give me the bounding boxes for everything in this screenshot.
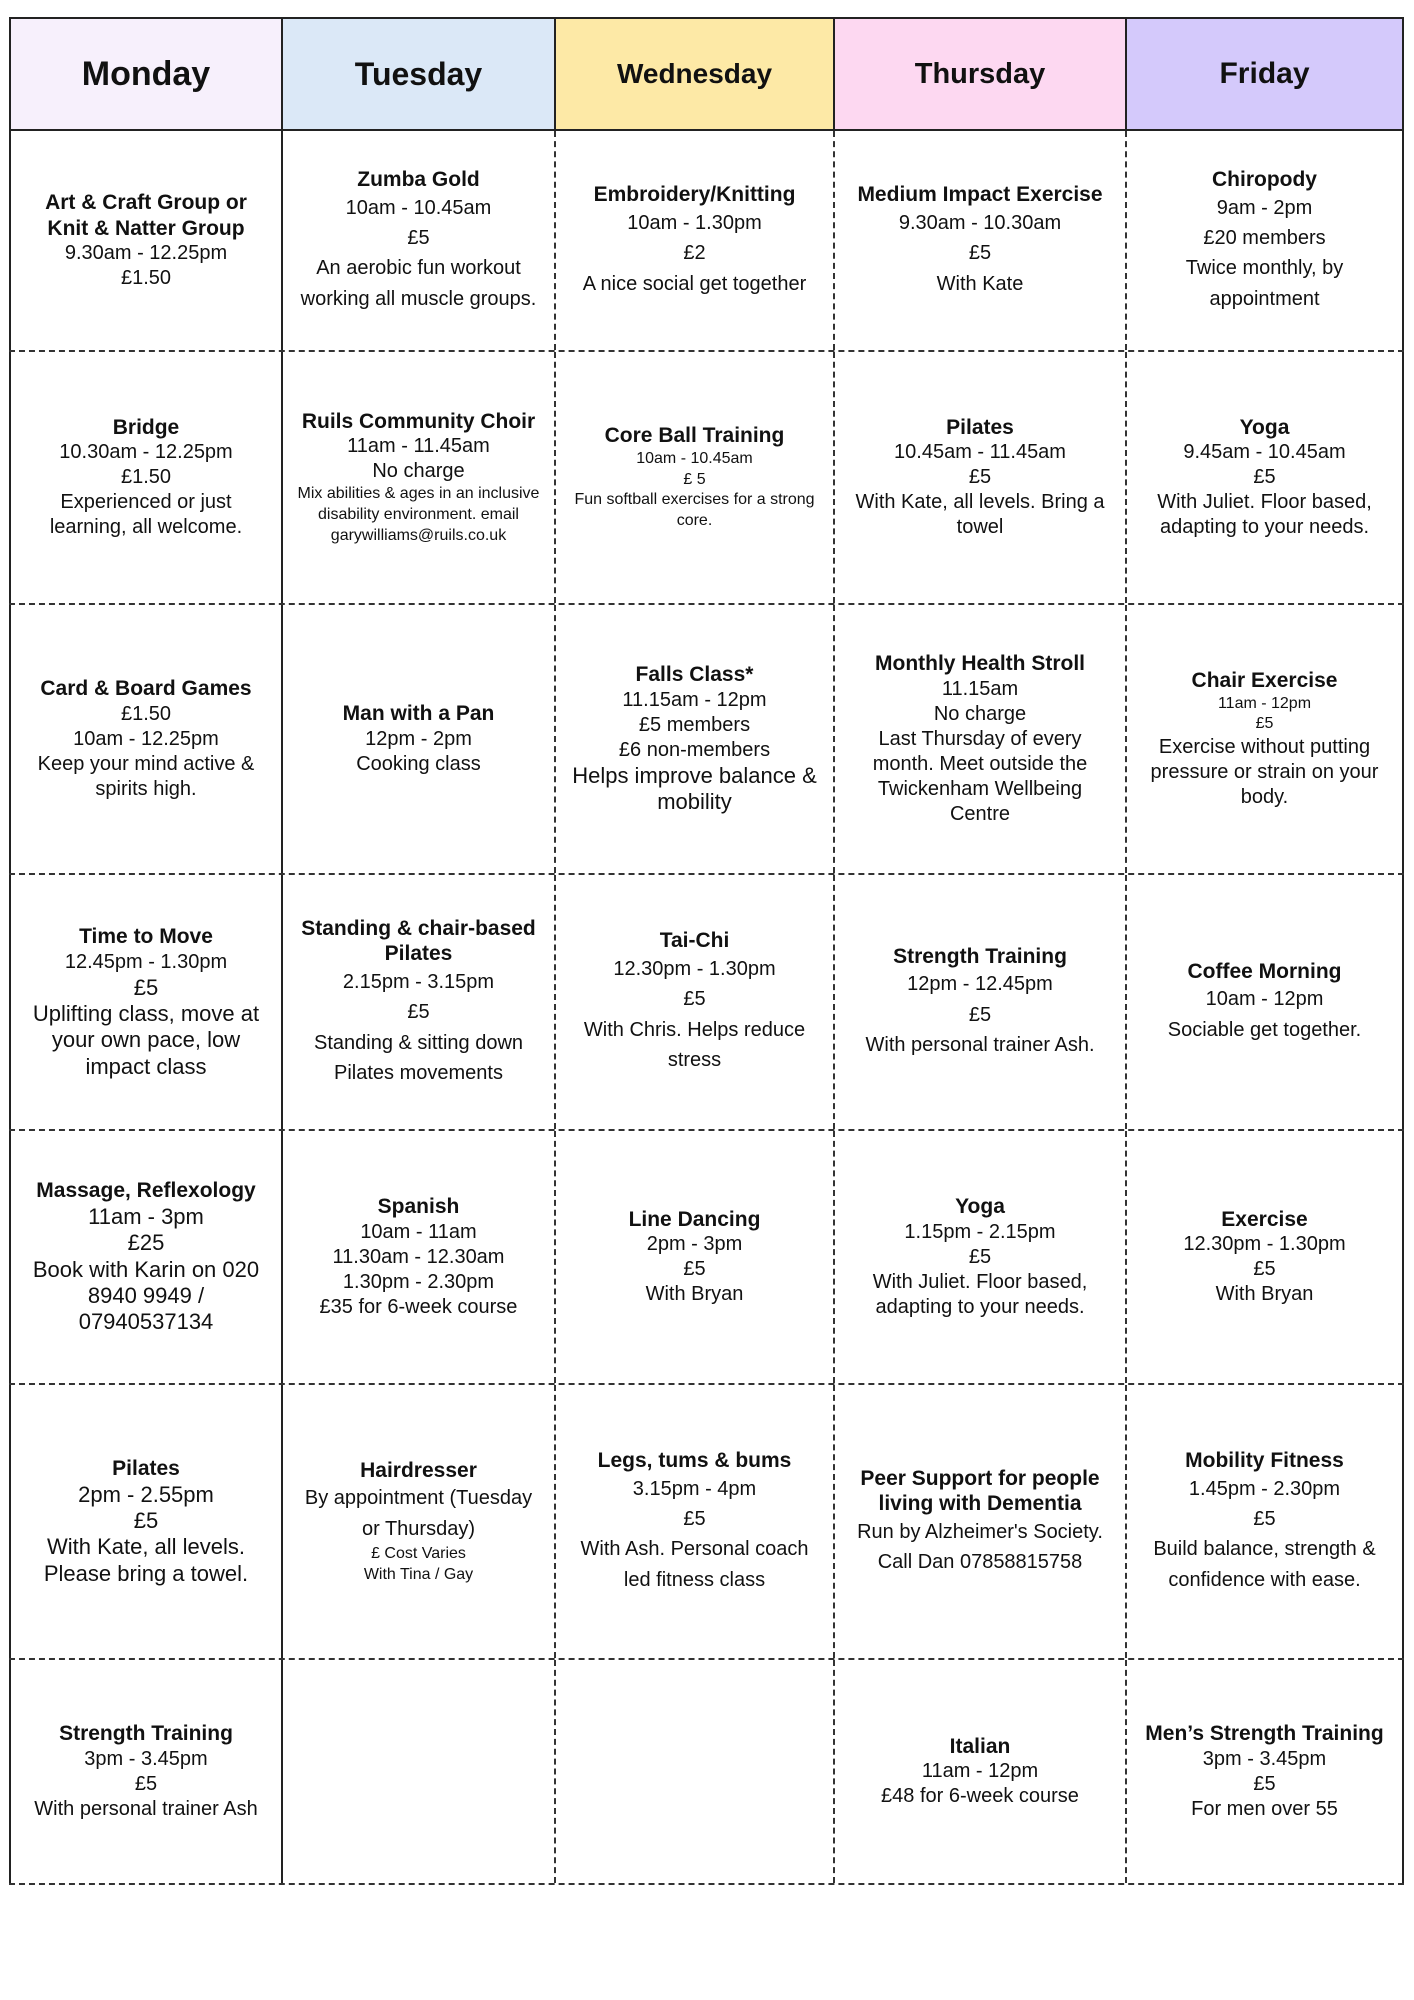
session-title: Italian: [949, 1734, 1011, 1758]
session-title: Exercise: [1221, 1207, 1308, 1231]
session-detail: 1.30pm - 2.30pm: [342, 1270, 495, 1293]
session-detail: With personal trainer Ash.: [865, 1034, 1095, 1056]
session-detail: £20 members: [1203, 226, 1326, 249]
session-detail: With Bryan: [645, 1283, 744, 1306]
session-title: Chair Exercise: [1191, 668, 1338, 692]
session-detail: 11.15am - 12pm: [622, 688, 767, 711]
wednesday-session-cell: [554, 1131, 833, 1383]
thursday-session-cell: [833, 352, 1125, 603]
session-detail: £1.50: [120, 702, 172, 725]
monday-session-cell: [9, 875, 281, 1129]
session-detail: £5: [683, 1507, 706, 1530]
session-title: Chiropody: [1212, 167, 1317, 191]
session-detail: No charge: [933, 702, 1027, 725]
monday-session-cell: [9, 1660, 281, 1883]
header-tuesday: Tuesday: [281, 19, 554, 129]
header-thursday: Thursday: [833, 19, 1125, 129]
session-detail: 11.15am: [941, 677, 1019, 700]
session-detail: £5 members: [638, 713, 751, 736]
tuesday-session-cell: [281, 352, 554, 603]
timetable-row: [9, 131, 1404, 352]
session-detail: 11am - 12pm: [921, 1760, 1039, 1783]
session-detail: £5: [133, 1507, 159, 1533]
session-detail: Helps improve balance & mobility: [572, 762, 817, 815]
friday-session-cell: [1125, 1131, 1404, 1383]
session-detail: 2pm - 2.55pm: [78, 1481, 214, 1507]
session-detail: Book with Karin on 020 8940 9949 / 07940537134: [32, 1256, 260, 1335]
session-title: Bridge: [112, 415, 180, 439]
session-detail: 2.15pm - 3.15pm: [342, 970, 495, 993]
friday-session-cell: [1125, 875, 1404, 1129]
session-detail: 10am - 12pm: [1205, 988, 1324, 1011]
tuesday-session-cell: [281, 1660, 554, 1883]
session-title: Zumba Gold: [357, 167, 480, 191]
session-detail: 3pm - 3.45pm: [1202, 1747, 1327, 1770]
session-detail: £5: [968, 1245, 992, 1268]
monday-session-cell: [9, 131, 281, 350]
session-detail: £5: [968, 1003, 992, 1026]
tuesday-session-cell: [281, 1131, 554, 1383]
session-detail: With Juliet. Floor based, adapting to your needs.: [1157, 491, 1372, 539]
session-title: Yoga: [1239, 415, 1290, 439]
session-title: Peer Support for people living with Dementia: [860, 1466, 1100, 1516]
session-detail: 12.30pm - 1.30pm: [613, 958, 776, 981]
session-title: Tai-Chi: [659, 929, 730, 953]
session-detail: Experienced or just learning, all welcome.: [49, 491, 243, 539]
session-detail: With Kate, all levels. Please bring a towel.: [43, 1534, 249, 1586]
timetable-row: [9, 1131, 1404, 1385]
session-title: Medium Impact Exercise: [857, 183, 1103, 207]
session-title: Art & Craft Group or Knit & Natter Group: [45, 190, 247, 240]
session-detail: With personal trainer Ash: [34, 1797, 258, 1820]
session-detail: With Chris. Helps reduce stress: [583, 1018, 806, 1072]
session-detail: For men over 55: [1191, 1797, 1338, 1820]
session-detail: 12pm - 12.45pm: [907, 973, 1053, 996]
session-title: Spanish: [377, 1195, 460, 1219]
session-detail: £5: [133, 974, 159, 1000]
session-title: Men’s Strength Training: [1145, 1722, 1384, 1746]
session-detail: 10am - 1.30pm: [627, 211, 762, 234]
session-detail: £5: [407, 1001, 430, 1024]
thursday-session-cell: [833, 1131, 1125, 1383]
wednesday-session-cell: [554, 1660, 833, 1883]
timetable-row: [9, 1385, 1404, 1660]
session-detail: £ 5: [683, 470, 706, 488]
session-detail: £1.50: [120, 466, 172, 489]
tuesday-session-cell: [281, 131, 554, 350]
monday-session-cell: [9, 1131, 281, 1383]
session-detail: £5: [1255, 715, 1274, 733]
session-detail: 12pm - 2pm: [365, 727, 472, 750]
session-detail: 1.45pm - 2.30pm: [1188, 1477, 1341, 1500]
session-detail: 10.30am - 12.25pm: [59, 441, 233, 464]
session-detail: Mix abilities & ages in an inclusive disability environment. email garywilliams@ruils.co.uk: [297, 485, 540, 544]
session-detail: 12.30pm - 1.30pm: [1183, 1233, 1346, 1256]
thursday-session-cell: [833, 1385, 1125, 1658]
session-detail: £6 non-members: [618, 738, 771, 761]
session-title: Embroidery/Knitting: [593, 183, 796, 207]
session-title: Legs, tums & bums: [597, 1448, 792, 1472]
session-title: Falls Class*: [635, 663, 754, 687]
session-title: Monthly Health Stroll: [875, 652, 1085, 676]
session-detail: Last Thursday of every month. Meet outside the Twickenham Wellbeing Centre: [872, 727, 1088, 825]
session-title: Man with a Pan: [342, 702, 495, 726]
session-title: Strength Training: [893, 944, 1067, 968]
timetable-row: [9, 875, 1404, 1131]
session-detail: No charge: [372, 460, 465, 483]
session-detail: 10am - 11am: [360, 1220, 477, 1243]
session-title: Card & Board Games: [40, 677, 252, 701]
friday-session-cell: [1125, 131, 1404, 350]
session-detail: 9.30am - 10.30am: [898, 211, 1062, 234]
session-detail: By appointment (Tuesday or Thursday): [304, 1487, 533, 1540]
session-title: Pilates: [946, 415, 1014, 439]
monday-session-cell: [9, 1385, 281, 1658]
session-title: Ruils Community Choir: [301, 409, 536, 433]
session-detail: £5: [1253, 1772, 1276, 1795]
timetable-row: [9, 605, 1404, 875]
session-detail: 11am - 3pm: [88, 1203, 204, 1229]
session-detail: 11.30am - 12.30am: [332, 1245, 505, 1268]
session-detail: Cooking class: [356, 752, 481, 775]
header-friday: Friday: [1125, 19, 1404, 129]
thursday-session-cell: [833, 875, 1125, 1129]
header-wednesday: Wednesday: [554, 19, 833, 129]
session-title: Mobility Fitness: [1185, 1448, 1344, 1472]
weekly-timetable: [9, 17, 1404, 1885]
session-title: Standing & chair-based Pilates: [301, 916, 536, 966]
friday-session-cell: [1125, 1660, 1404, 1883]
session-detail: 10.45am - 11.45am: [894, 441, 1066, 464]
friday-session-cell: [1125, 605, 1404, 873]
session-title: Line Dancing: [628, 1207, 761, 1231]
session-detail: Build balance, strength & confidence with ease.: [1153, 1538, 1376, 1591]
wednesday-session-cell: [554, 1385, 833, 1658]
session-detail: £5: [683, 1258, 706, 1281]
session-detail: £48 for 6-week course: [881, 1785, 1079, 1808]
session-detail: £5: [407, 226, 430, 249]
session-detail: 1.15pm - 2.15pm: [904, 1220, 1056, 1243]
session-detail: With Kate, all levels. Bring a towel: [855, 491, 1105, 539]
session-title: Pilates: [112, 1456, 180, 1480]
day-header-row: [9, 17, 1404, 131]
wednesday-session-cell: [554, 605, 833, 873]
thursday-session-cell: [833, 1660, 1125, 1883]
session-detail: £5: [134, 1772, 158, 1795]
session-title: Core Ball Training: [604, 424, 785, 448]
session-title: Yoga: [955, 1195, 1005, 1219]
monday-session-cell: [9, 605, 281, 873]
session-detail: £5: [1253, 1507, 1276, 1530]
session-detail: 12.45pm - 1.30pm: [64, 950, 228, 973]
timetable-row: [9, 1660, 1404, 1885]
session-title: Massage, Reflexology: [36, 1179, 256, 1203]
session-detail: 2pm - 3pm: [646, 1233, 743, 1256]
timetable-row: [9, 352, 1404, 605]
session-title: Time to Move: [79, 924, 213, 948]
session-detail: With Juliet. Floor based, adapting to your needs.: [872, 1270, 1088, 1318]
session-detail: £5: [683, 988, 706, 1011]
monday-session-cell: [9, 352, 281, 603]
session-detail: £25: [127, 1230, 165, 1256]
session-detail: 3pm - 3.45pm: [84, 1747, 208, 1770]
session-title: Coffee Morning: [1187, 959, 1342, 983]
session-detail: A nice social get together: [582, 272, 807, 295]
session-detail: Fun softball exercises for a strong core.: [574, 491, 815, 530]
session-detail: Keep your mind active & spirits high.: [37, 752, 255, 800]
session-detail: £2: [683, 242, 706, 265]
wednesday-session-cell: [554, 875, 833, 1129]
wednesday-session-cell: [554, 131, 833, 350]
session-detail: 9.45am - 10.45am: [1183, 441, 1346, 464]
thursday-session-cell: [833, 605, 1125, 873]
tuesday-session-cell: [281, 605, 554, 873]
friday-session-cell: [1125, 352, 1404, 603]
session-detail: Twice monthly, by appointment: [1185, 257, 1344, 310]
session-detail: Run by Alzheimer's Society. Call Dan 07858815758: [857, 1520, 1103, 1574]
session-title: Hairdresser: [360, 1458, 477, 1482]
session-detail: £ Cost Varies: [371, 1544, 466, 1562]
friday-session-cell: [1125, 1385, 1404, 1658]
session-detail: Uplifting class, move at your own pace, low impact class: [32, 1000, 260, 1079]
session-detail: £5: [968, 242, 992, 265]
tuesday-session-cell: [281, 1385, 554, 1658]
session-detail: 9.30am - 12.25pm: [64, 242, 228, 265]
session-detail: 9am - 2pm: [1216, 196, 1313, 219]
session-detail: 3.15pm - 4pm: [632, 1477, 757, 1500]
session-title: Strength Training: [59, 1722, 233, 1746]
session-detail: £5: [1253, 466, 1276, 489]
session-detail: Exercise without putting pressure or strain on your body.: [1150, 736, 1379, 809]
tuesday-session-cell: [281, 875, 554, 1129]
timetable-body: [9, 131, 1404, 1885]
header-monday: Monday: [9, 19, 281, 129]
session-detail: £5: [968, 466, 992, 489]
session-detail: Standing & sitting down Pilates movements: [313, 1031, 524, 1084]
session-detail: £35 for 6-week course: [319, 1295, 518, 1318]
session-detail: 11am - 12pm: [1217, 694, 1312, 712]
session-detail: 11am - 11.45am: [347, 435, 490, 458]
session-detail: With Kate: [936, 272, 1024, 295]
session-detail: Sociable get together.: [1167, 1018, 1362, 1041]
session-detail: 10am - 12.25pm: [73, 727, 219, 750]
session-detail: With Tina / Gay: [363, 1565, 474, 1583]
session-detail: An aerobic fun workout working all muscle groups.: [300, 257, 537, 310]
session-detail: With Ash. Personal coach led fitness class: [580, 1538, 809, 1591]
session-detail: 10am - 10.45am: [636, 449, 753, 467]
session-detail: £1.50: [120, 267, 172, 290]
session-detail: 10am - 10.45am: [345, 196, 492, 219]
session-detail: £5: [1253, 1258, 1276, 1281]
wednesday-session-cell: [554, 352, 833, 603]
thursday-session-cell: [833, 131, 1125, 350]
session-detail: With Bryan: [1215, 1283, 1314, 1306]
